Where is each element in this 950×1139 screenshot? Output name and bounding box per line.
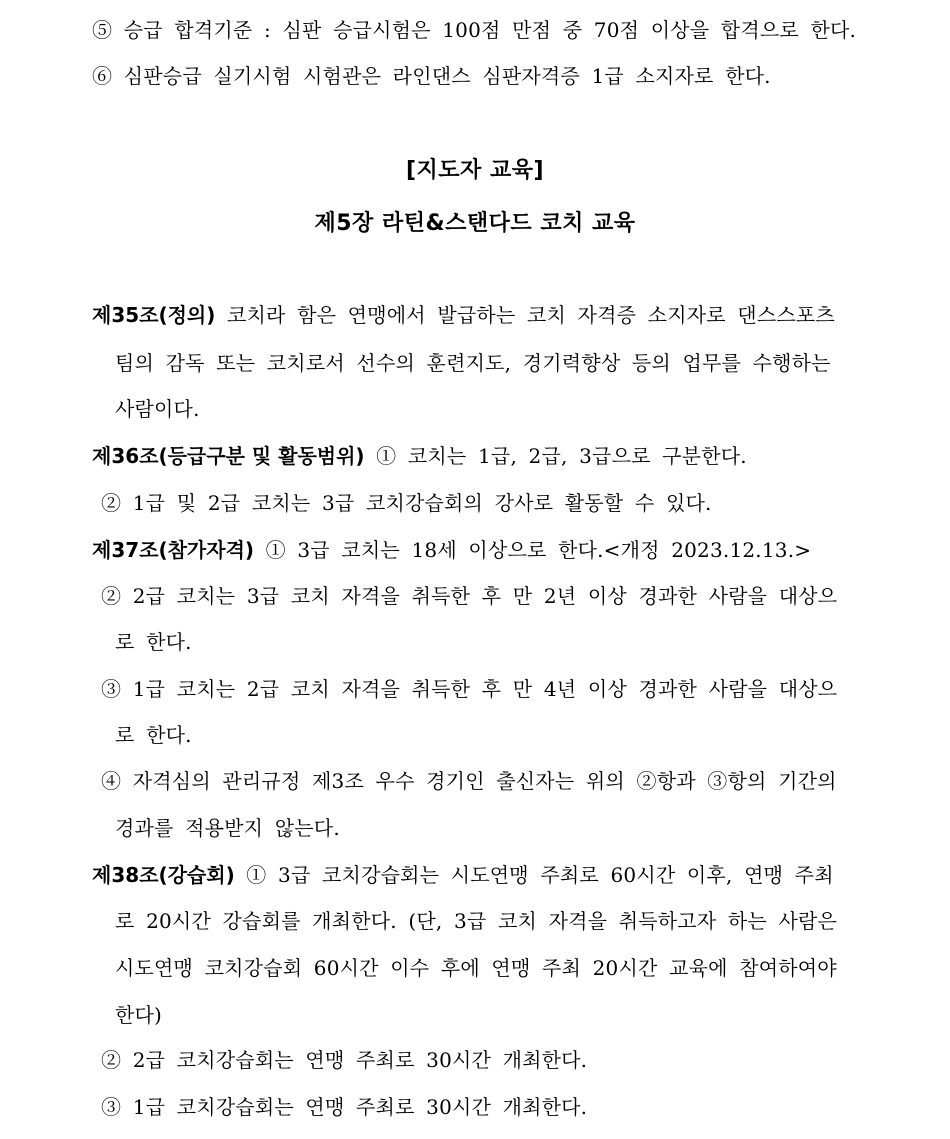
chapter-heading: 제5장 라틴&스탠다드 코치 교육 (314, 211, 636, 236)
rule-item-6: ⑥ 심판승급 실기시험 시험관은 라인댄스 심판자격증 1급 소지자로 한다. (92, 64, 771, 88)
article-38-title: 제38조(강습회) (92, 863, 235, 887)
article-36-title: 제36조(등급구분 및 활동범위) (92, 444, 365, 468)
article-38-item-1-line-4: 한다) (115, 1003, 163, 1027)
article-35-line-3: 사람이다. (115, 397, 200, 421)
article-38-item-1: ① 3급 코치강습회는 시도연맹 주최로 60시간 이후, 연맹 주최 (246, 863, 834, 887)
rule-item-5: ⑤ 승급 합격기준 : 심판 승급시험은 100점 만점 중 70점 이상을 합격으로 한다. (92, 18, 857, 42)
article-38-item-2: ② 2급 코치강습회는 연맹 주최로 30시간 개최한다. (101, 1048, 588, 1072)
article-36-item-1: ① 코치는 1급, 2급, 3급으로 구분한다. (376, 444, 747, 468)
article-37-title: 제37조(참가자격) (92, 538, 255, 562)
article-36 (92, 443, 747, 469)
article-37-item-4: ④ 자격심의 관리규정 제3조 우수 경기인 출신자는 위의 ②항과 ③항의 기간의 (101, 769, 837, 793)
article-37-item-2-cont: 로 한다. (115, 630, 192, 654)
article-36-item-2: ② 1급 및 2급 코치는 3급 코치강습회의 강사로 활동할 수 있다. (101, 491, 712, 515)
article-37 (92, 537, 811, 563)
article-35-line-2: 팀의 감독 또는 코치로서 선수의 훈련지도, 경기력향상 등의 업무를 수행하는 (115, 351, 831, 375)
article-38-item-3: ③ 1급 코치강습회는 연맹 주최로 30시간 개최한다. (101, 1095, 588, 1119)
article-38-item-1-line-2: 로 20시간 강습회를 개최한다. (단, 3급 코치 자격을 취득하고자 하는 사람은 (115, 909, 838, 933)
article-35-text: 코치라 함은 연맹에서 발급하는 코치 자격증 소지자로 댄스스포츠 (226, 303, 835, 327)
article-38-item-1-line-3: 시도연맹 코치강습회 60시간 이수 후에 연맹 주최 20시간 교육에 참여하여야 (115, 956, 837, 980)
article-37-item-3-cont: 로 한다. (115, 723, 192, 747)
article-38 (92, 862, 834, 888)
article-37-item-2: ② 2급 코치는 3급 코치 자격을 취득한 후 만 2년 이상 경과한 사람을 대상으 (101, 584, 838, 608)
article-35-title: 제35조(정의) (92, 303, 216, 327)
article-37-item-4-cont: 경과를 적용받지 않는다. (115, 816, 340, 840)
article-37-item-3: ③ 1급 코치는 2급 코치 자격을 취득한 후 만 4년 이상 경과한 사람을 대상으 (101, 677, 838, 701)
article-37-item-1: ① 3급 코치는 18세 이상으로 한다.<개정 2023.12.13.> (265, 538, 812, 562)
section-heading: [지도자 교육] (405, 158, 545, 183)
article-35 (92, 302, 835, 328)
